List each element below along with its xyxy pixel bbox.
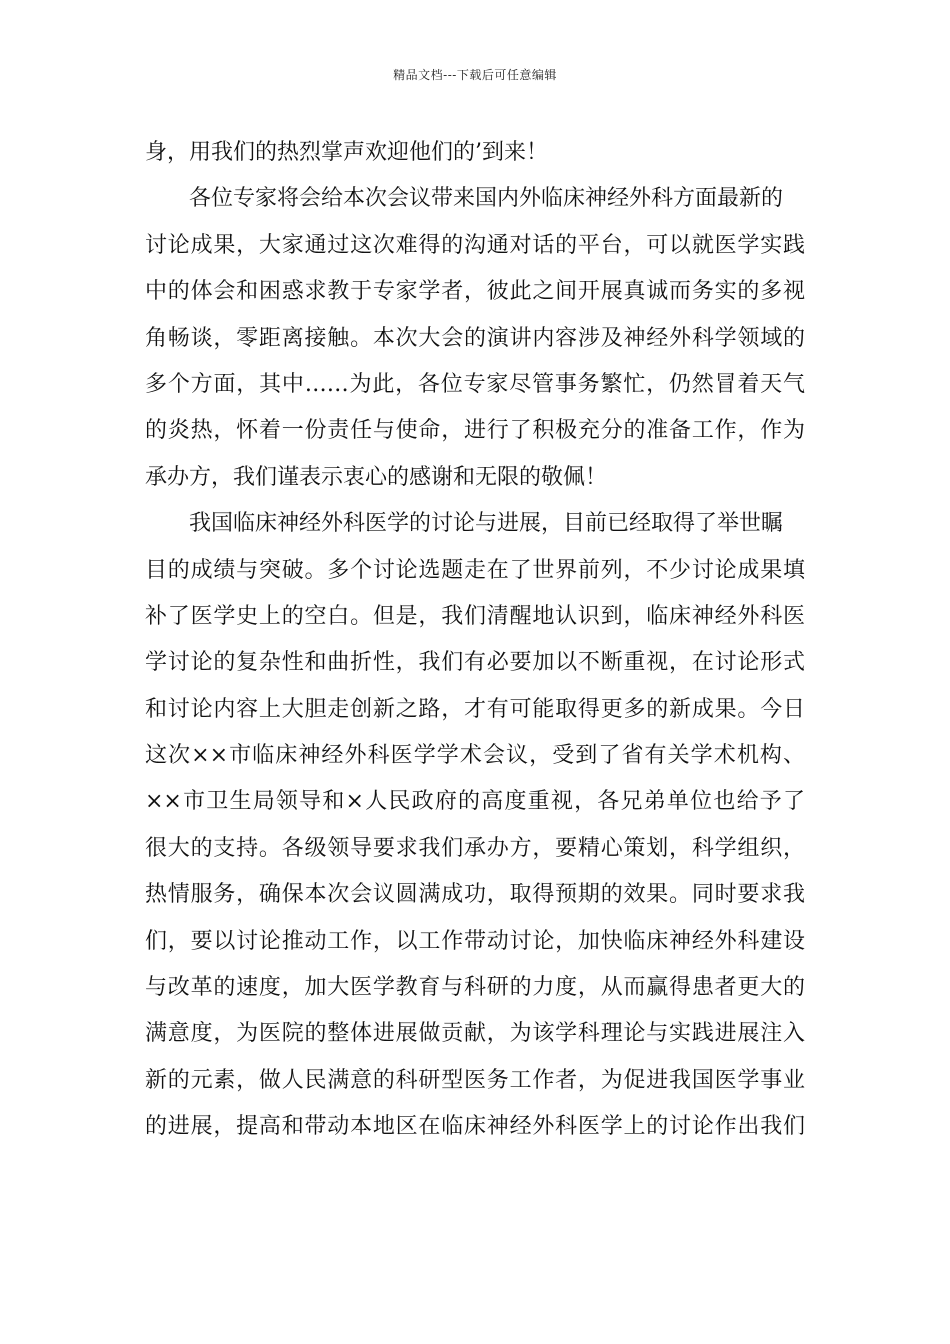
text-line: 热情服务，确保本次会议圆满成功，取得预期的效果。同时要求我: [145, 882, 805, 908]
text-line: 满意度，为医院的整体进展做贡献，为该学科理论与实践进展注入: [145, 1021, 805, 1047]
text-line: 很大的支持。各级领导要求我们承办方，要精心策划，科学组织，: [145, 835, 805, 861]
text-line: 讨论成果，大家通过这次难得的沟通对话的平台，可以就医学实践: [145, 232, 805, 258]
text-line: 多个方面，其中……为此，各位专家尽管事务繁忙，仍然冒着天气: [145, 371, 805, 397]
text-line: 角畅谈，零距离接触。本次大会的演讲内容涉及神经外科学领域的: [145, 325, 805, 351]
body-text: [145, 130, 805, 1151]
text-line: 们，要以讨论推动工作，以工作带动讨论，加快临床神经外科建设: [145, 928, 805, 954]
text-line: 的进展，提高和带动本地区在临床神经外科医学上的讨论作出我们: [145, 1114, 805, 1140]
text-line: 新的元素，做人民满意的科研型医务工作者，为促进我国医学事业: [145, 1067, 805, 1093]
text-line: 目的成绩与突破。多个讨论选题走在了世界前列，不少讨论成果填: [145, 557, 805, 583]
text-line: 补了医学史上的空白。但是，我们清醒地认识到，临床神经外科医: [145, 603, 805, 629]
text-line: 承办方，我们谨表示衷心的感谢和无限的敬佩！: [145, 464, 608, 490]
text-line: 与改革的速度，加大医学教育与科研的力度，从而赢得患者更大的: [145, 975, 805, 1001]
text-line: ××市卫生局领导和×人民政府的高度重视，各兄弟单位也给予了: [145, 789, 805, 815]
text-line: 学讨论的复杂性和曲折性，我们有必要加以不断重视，在讨论形式: [145, 650, 805, 676]
page-header: 精品文档---下载后可任意编辑: [393, 68, 557, 82]
text-line: 这次××市临床神经外科医学学术会议，受到了省有关学术机构、: [145, 743, 805, 769]
paragraph-first-line: 各位专家将会给本次会议带来国内外临床神经外科方面最新的: [189, 186, 784, 212]
text-line: 身，用我们的热烈掌声欢迎他们的’到来！: [145, 140, 548, 165]
text-line: 的炎热，怀着一份责任与使命，进行了积极充分的准备工作，作为: [145, 418, 805, 444]
paragraph-first-line: 我国临床神经外科医学的讨论与进展，目前已经取得了举世瞩: [189, 511, 784, 537]
text-line: 中的体会和困惑求教于专家学者，彼此之间开展真诚而务实的多视: [145, 279, 805, 305]
text-line: 和讨论内容上大胆走创新之路，才有可能取得更多的新成果。今日: [145, 696, 805, 722]
